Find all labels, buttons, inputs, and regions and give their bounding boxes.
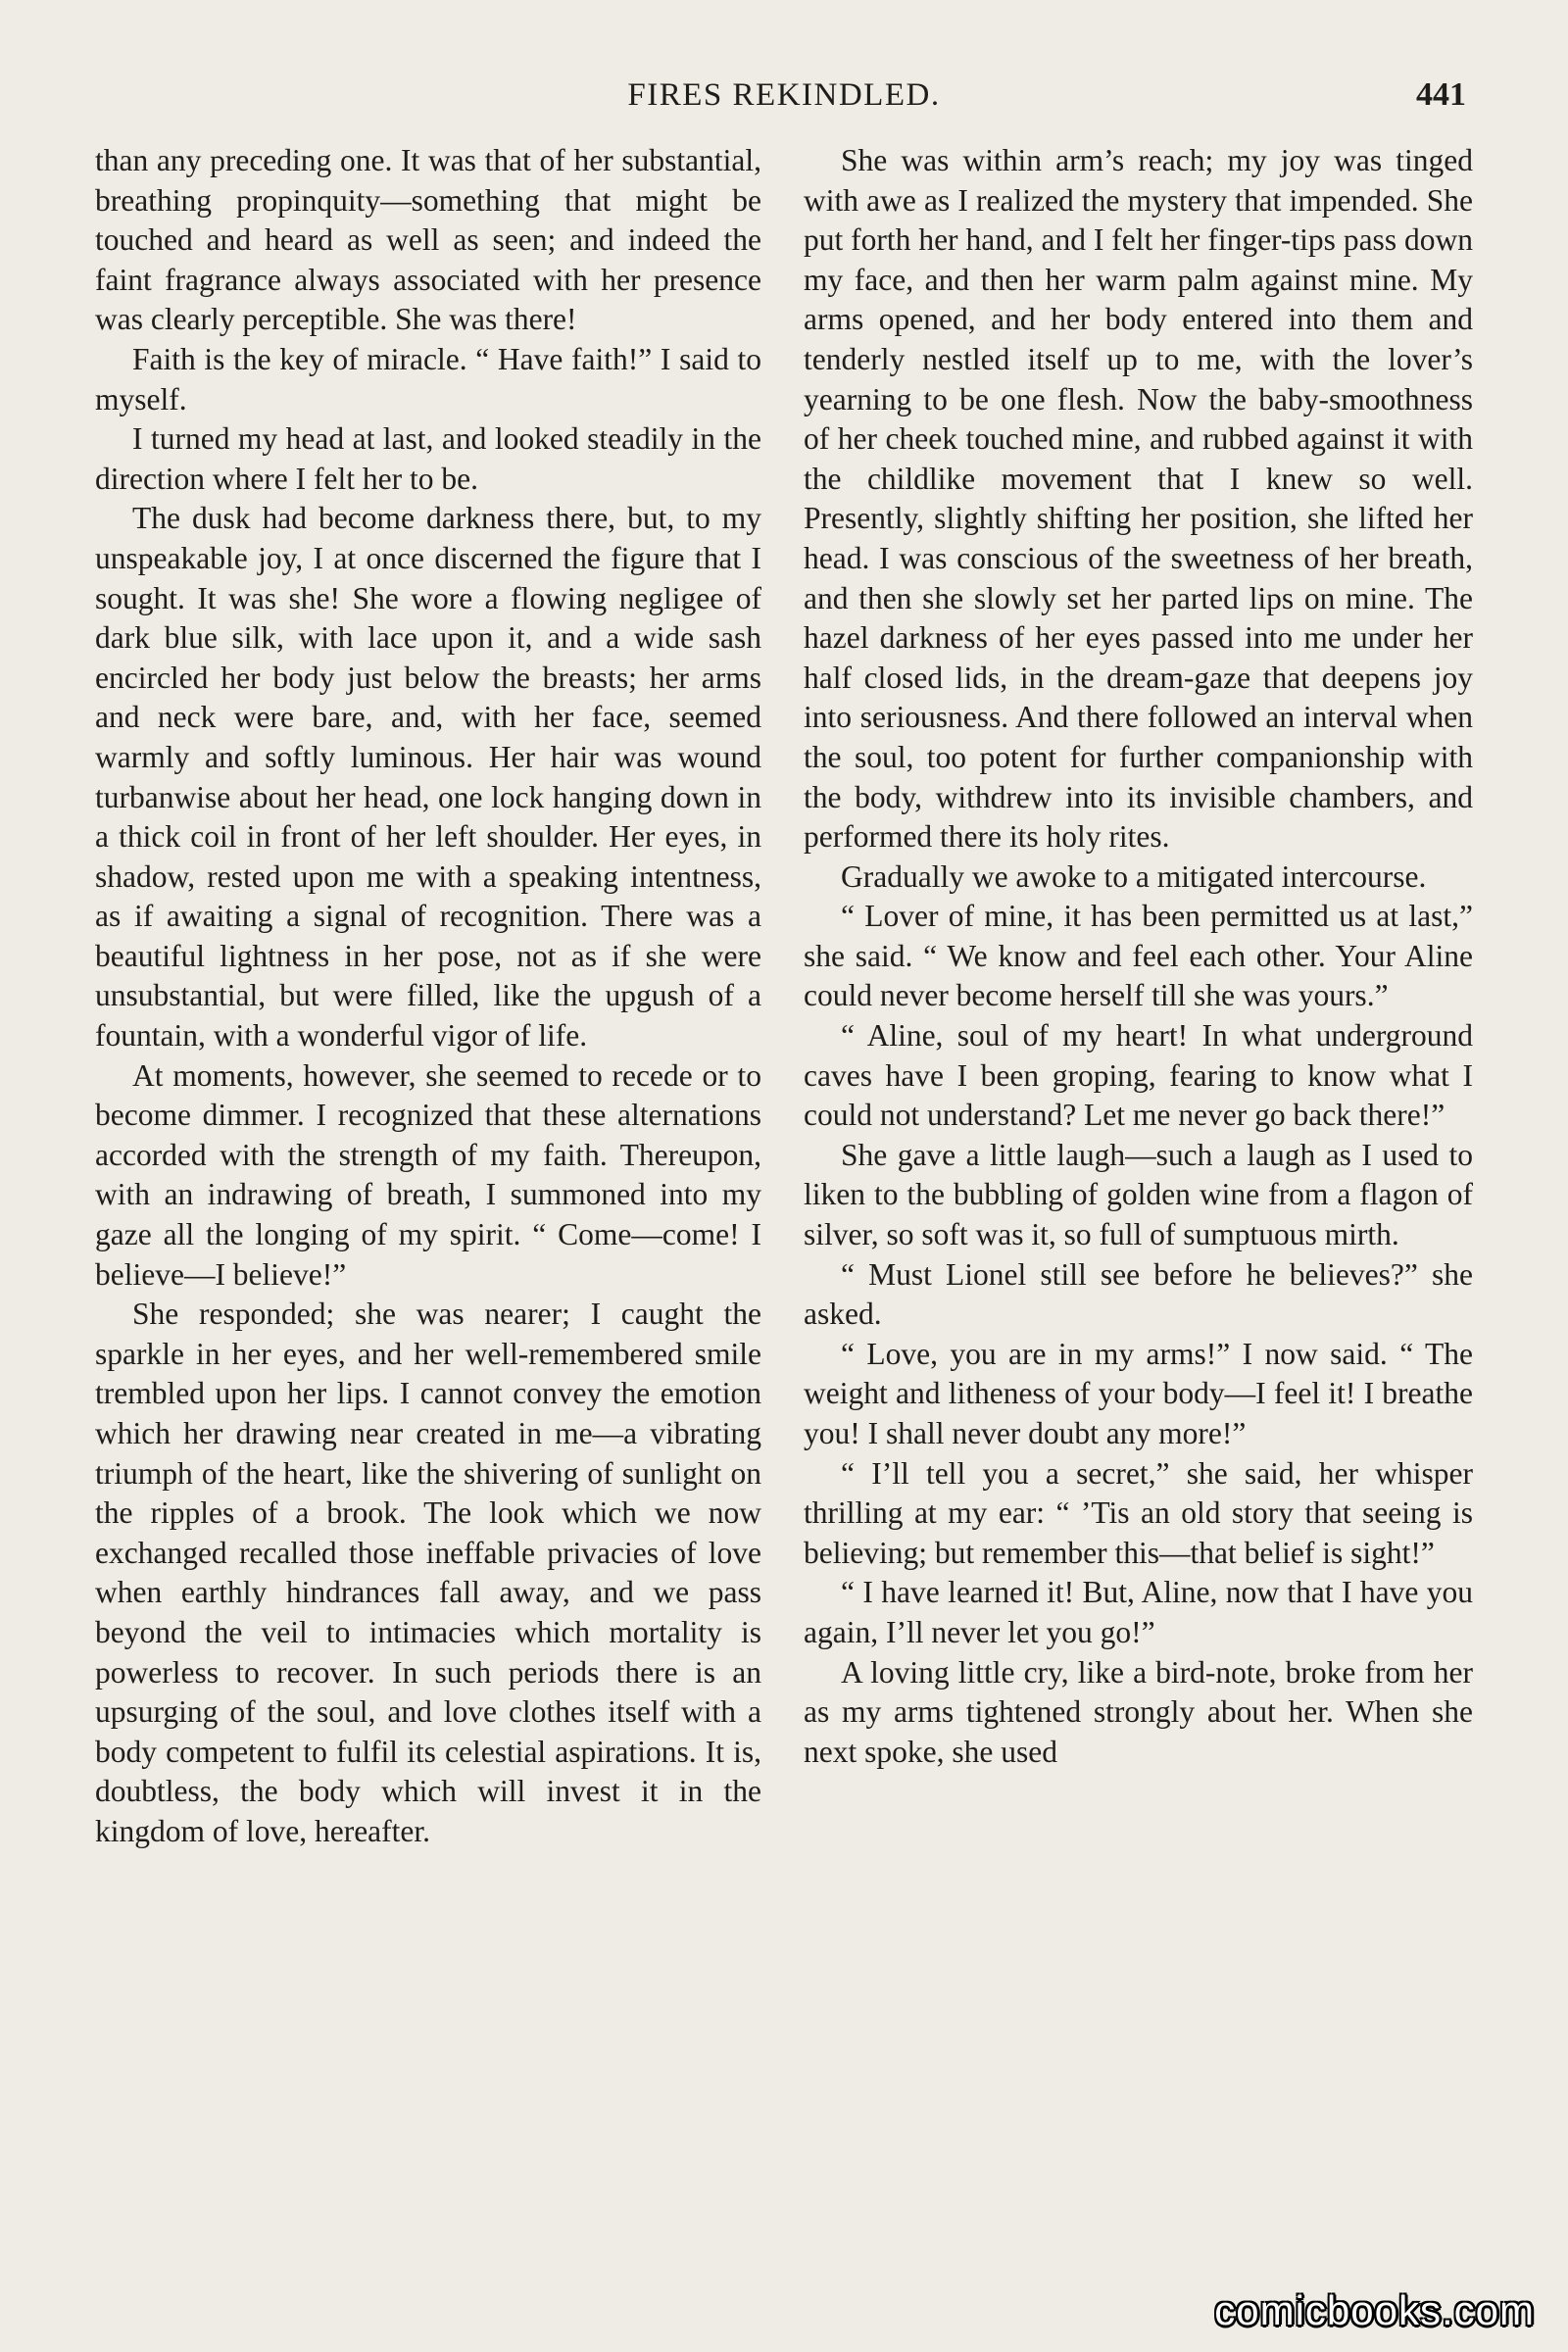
paragraph: “ Aline, soul of my heart! In what underground caves have I been groping, fearing to know what I could not understand? Let me never go back there!”	[804, 1018, 1473, 1133]
page-header	[0, 71, 1568, 120]
paragraph: “ Love, you are in my arms!” I now said. “ The weight and litheness of your body—I feel it! I breathe you! I shall never doubt any more!”	[804, 1336, 1473, 1450]
paragraph: She was within arm’s reach; my joy was tinged with awe as I realized the mystery that impended. She put forth her hand, and I felt her finger-tips pass down my face, and then her warm palm against mine. My arms opened, and her body entered into them and tenderly nestled itself up to me, with the lover’s yearning to be one flesh. Now the baby-smoothness of her cheek touched mine, and rubbed against it with the childlike movement that I knew so well. Presently, slightly shifting her position, she lifted her head. I was conscious of the sweetness of her breath, and then she slowly set her parted lips on mine. The hazel darkness of her eyes passed into me under her half closed lids, in the dream-gaze that deepens joy into seriousness. And there followed an interval when the soul, too potent for further companionship with the body, withdrew into its invisible chambers, and performed there its holy rites.	[804, 143, 1473, 855]
page-number: 441	[1416, 76, 1466, 113]
paragraph: “ I have learned it! But, Aline, now that I have you again, I’ll never let you go!”	[804, 1575, 1473, 1649]
paragraph: At moments, however, she seemed to recede or to become dimmer. I recognized that these alternations accorded with the strength of my faith. Thereupon, with an indrawing of breath, I summoned into my gaze all the longing of my spirit. “ Come—come! I believe—I believe!”	[95, 1057, 761, 1292]
right-column	[804, 141, 1473, 1772]
paragraph: than any preceding one. It was that of her substantial, breathing propinquity—something that might be touched and heard as well as seen; and indeed the faint fragrance always associated with her presence was clearly perceptible. She was there!	[95, 143, 761, 337]
paragraph: “ Must Lionel still see before he believes?” she asked.	[804, 1256, 1473, 1332]
paragraph: The dusk had become darkness there, but, to my unspeakable joy, I at once discerned the figure that I sought. It was she! She wore a flowing negligee of dark blue silk, with lace upon it, and a wide sash encircled her body just below the breasts; her arms and neck were bare, and, with her face, seemed warmly and softly luminous. Her hair was wound turbanwise about her head, one lock hanging down in a thick coil in front of her left shoulder. Her eyes, in shadow, rested upon me with a speaking intentness, as if awaiting a signal of recognition. There was a beautiful lightness in her pose, not as if she were unsubstantial, but were filled, like the upgush of a fountain, with a wonderful vigor of life.	[95, 501, 761, 1054]
paragraph: She responded; she was nearer; I caught the sparkle in her eyes, and her well-remembered smile trembled upon her lips. I cannot convey the emotion which her drawing near created in me—a vibrating triumph of the heart, like the shivering of sunlight on the ripples of a brook. The look which we now exchanged recalled those ineffable privacies of love when earthly hindrances fall away, and we pass beyond the veil to intimacies which mortality is powerless to recover. In such periods there is an upsurging of the soul, and love clothes itself with a body competent to fulfil its celestial aspirations. It is, doubtless, the body which will invest it in the kingdom of love, hereafter.	[95, 1297, 761, 1848]
paragraph: “ I’ll tell you a secret,” she said, her whisper thrilling at my ear: “ ’Tis an old story that seeing is believing; but remember this—that belief is sight!”	[804, 1455, 1473, 1570]
running-title: FIRES REKINDLED.	[627, 77, 941, 113]
site-watermark: comicbooks.com	[1214, 2287, 1535, 2333]
paragraph: She gave a little laugh—such a laugh as I used to liken to the bubbling of golden wine from a flagon of silver, so soft was it, so full of sumptuous mirth.	[804, 1137, 1473, 1252]
paragraph: “ Lover of mine, it has been permitted us at last,” she said. “ We know and feel each other. Your Aline could never become herself till she was yours.”	[804, 899, 1473, 1013]
paragraph: Faith is the key of miracle. “ Have faith!” I said to myself.	[95, 341, 761, 416]
paragraph: A loving little cry, like a bird-note, broke from her as my arms tightened strongly about her. When she next spoke, she used	[804, 1654, 1473, 1769]
paragraph: I turned my head at last, and looked steadily in the direction where I felt her to be.	[95, 421, 761, 496]
left-column	[95, 141, 761, 1852]
paragraph: Gradually we awoke to a mitigated intercourse.	[841, 858, 1427, 894]
